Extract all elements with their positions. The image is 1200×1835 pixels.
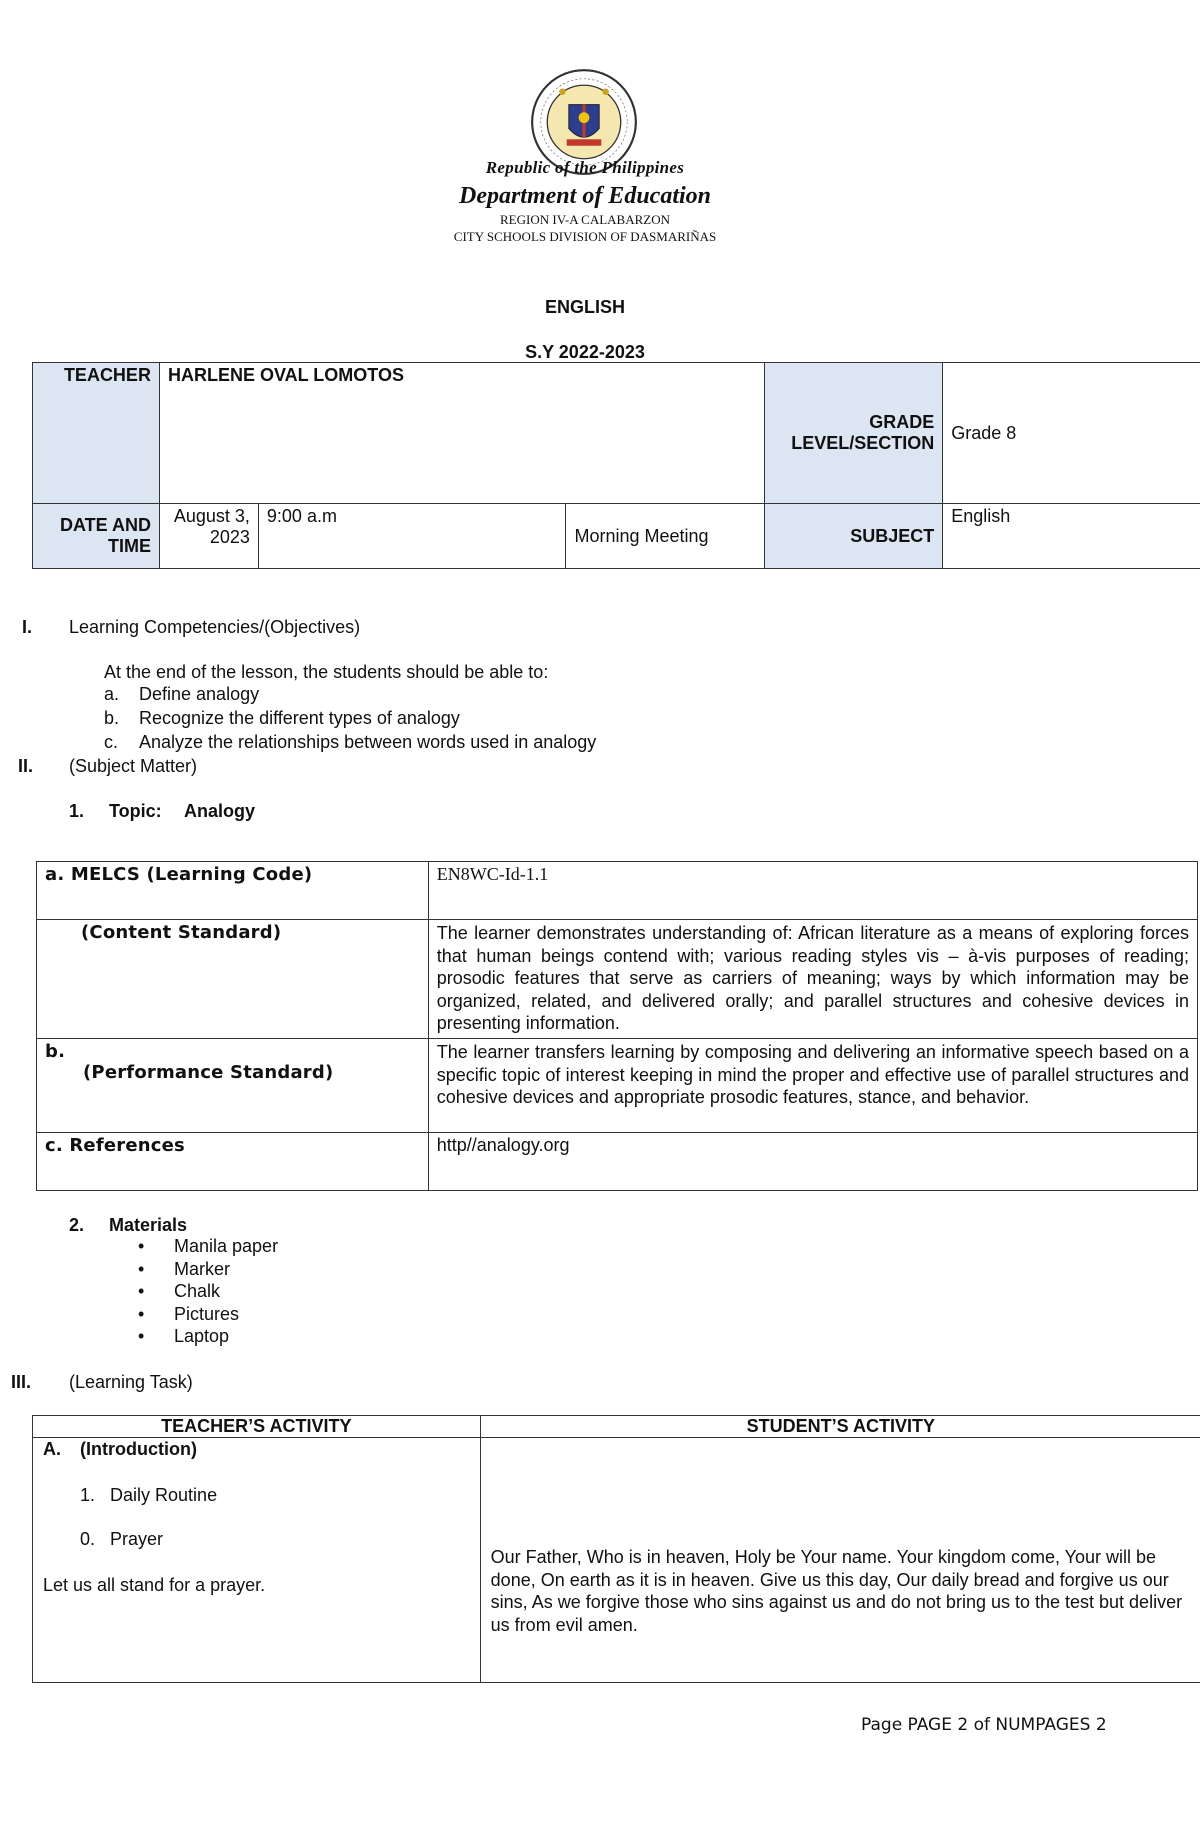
material-item: • Laptop bbox=[174, 1325, 278, 1348]
material-item: • Chalk bbox=[174, 1280, 278, 1303]
grade-value: Grade 8 bbox=[943, 363, 1200, 504]
section3-title: (Learning Task) bbox=[69, 1372, 193, 1392]
standards-table bbox=[36, 861, 1198, 1191]
prayer-label: Prayer bbox=[110, 1529, 164, 1549]
teacher-prayer-line: Let us all stand for a prayer. bbox=[43, 1575, 266, 1595]
student-prayer-text: Our Father, Who is in heaven, Holy be Your name. Your kingdom come, Your will be done, On earth as it is in heaven. Give us this day, Our daily bread and forgive us our sins, As we forgive those who sins against us and do not bring us to the test but deliver us from evil amen. bbox=[490, 1547, 1183, 1635]
melcs-code: EN8WC-Id-1.1 bbox=[428, 862, 1197, 920]
grade-label: GRADE LEVEL/SECTION bbox=[765, 363, 943, 504]
performance-letter: b. bbox=[45, 1041, 66, 1062]
content-standard-label: (Content Standard) bbox=[37, 920, 429, 1039]
prayer-number: 0. bbox=[80, 1529, 96, 1549]
topic-label: Topic: bbox=[109, 801, 162, 821]
performance-standard-text: The learner transfers learning by composing and delivering an informative speech based on a specific topic of interest keeping in mind the proper and effective use of parallel structures and cohesive devices and appropriate prosodic features, stance, and behavior. bbox=[428, 1039, 1197, 1133]
date-value: August 3, 2023 bbox=[159, 504, 258, 569]
topic-number: 1. bbox=[69, 801, 85, 821]
section2-title: (Subject Matter) bbox=[69, 756, 198, 776]
materials-list bbox=[174, 1235, 278, 1348]
subject-title: ENGLISH bbox=[544, 297, 625, 317]
student-activity-cell bbox=[480, 1438, 1200, 1683]
republic-heading: Republic of the Philippines bbox=[485, 158, 685, 177]
page-footer: Page PAGE 2 of NUMPAGES 2 bbox=[861, 1715, 1107, 1735]
content-standard-text: The learner demonstrates understanding of: African literature as a means of exploring forces that human beings contend with; various reading styles vis – à-vis purposes of reading; prosodic features that serve as carriers of meaning; ways by which information may be organized, related, and delivered orally; and parallel structures and cohesive devices in presenting information. bbox=[428, 920, 1197, 1039]
objective-letter: c. bbox=[104, 732, 119, 752]
school-year: S.Y 2022-2023 bbox=[525, 342, 645, 362]
section2-numeral: II. bbox=[18, 756, 34, 776]
objective-item: Define analogy bbox=[139, 684, 260, 704]
objective-letter: b. bbox=[104, 708, 120, 728]
teacher-activity-cell bbox=[33, 1438, 481, 1683]
teacher-label: TEACHER bbox=[33, 363, 160, 504]
objective-letter: a. bbox=[104, 684, 120, 704]
department-heading: Department of Education bbox=[458, 183, 711, 209]
material-item: • Marker bbox=[174, 1258, 278, 1281]
references-link[interactable]: http//analogy.org bbox=[428, 1133, 1197, 1191]
info-table bbox=[32, 362, 1200, 569]
materials-number: 2. bbox=[69, 1215, 85, 1235]
references-label: c. References bbox=[37, 1133, 429, 1191]
material-item: • Manila paper bbox=[174, 1235, 278, 1258]
intro-label: (Introduction) bbox=[80, 1439, 197, 1459]
section1-numeral: I. bbox=[22, 617, 33, 637]
date-label: DATE AND TIME bbox=[33, 504, 160, 569]
objective-item: Recognize the different types of analogy bbox=[139, 708, 460, 728]
teacher-activity-header: TEACHER’S ACTIVITY bbox=[33, 1416, 481, 1438]
routine-number: 1. bbox=[80, 1485, 96, 1505]
learning-task-table bbox=[32, 1415, 1200, 1683]
material-item: • Pictures bbox=[174, 1303, 278, 1326]
performance-standard-cell bbox=[37, 1039, 429, 1133]
section1-title: Learning Competencies/(Objectives) bbox=[69, 617, 361, 637]
melcs-label: a. MELCS (Learning Code) bbox=[37, 862, 429, 920]
intro-letter: A. bbox=[43, 1439, 61, 1459]
objectives-intro: At the end of the lesson, the students should be able to: bbox=[104, 662, 549, 682]
section3-numeral: III. bbox=[11, 1372, 32, 1392]
objective-item: Analyze the relationships between words used in analogy bbox=[139, 732, 597, 752]
materials-label: Materials bbox=[109, 1215, 188, 1235]
session-value: Morning Meeting bbox=[566, 504, 765, 569]
division-heading: CITY SCHOOLS DIVISION OF DASMARIÑAS bbox=[453, 229, 717, 244]
routine-label: Daily Routine bbox=[110, 1485, 218, 1505]
subject-label: SUBJECT bbox=[765, 504, 943, 569]
performance-standard-label: (Performance Standard) bbox=[83, 1062, 334, 1083]
time-value: 9:00 a.m bbox=[258, 504, 566, 569]
subject-value: English bbox=[943, 504, 1200, 569]
student-activity-header: STUDENT’S ACTIVITY bbox=[480, 1416, 1200, 1438]
topic-value: Analogy bbox=[184, 801, 256, 821]
teacher-name: HARLENE OVAL LOMOTOS bbox=[159, 363, 764, 504]
region-heading: REGION IV-A CALABARZON bbox=[500, 212, 670, 227]
